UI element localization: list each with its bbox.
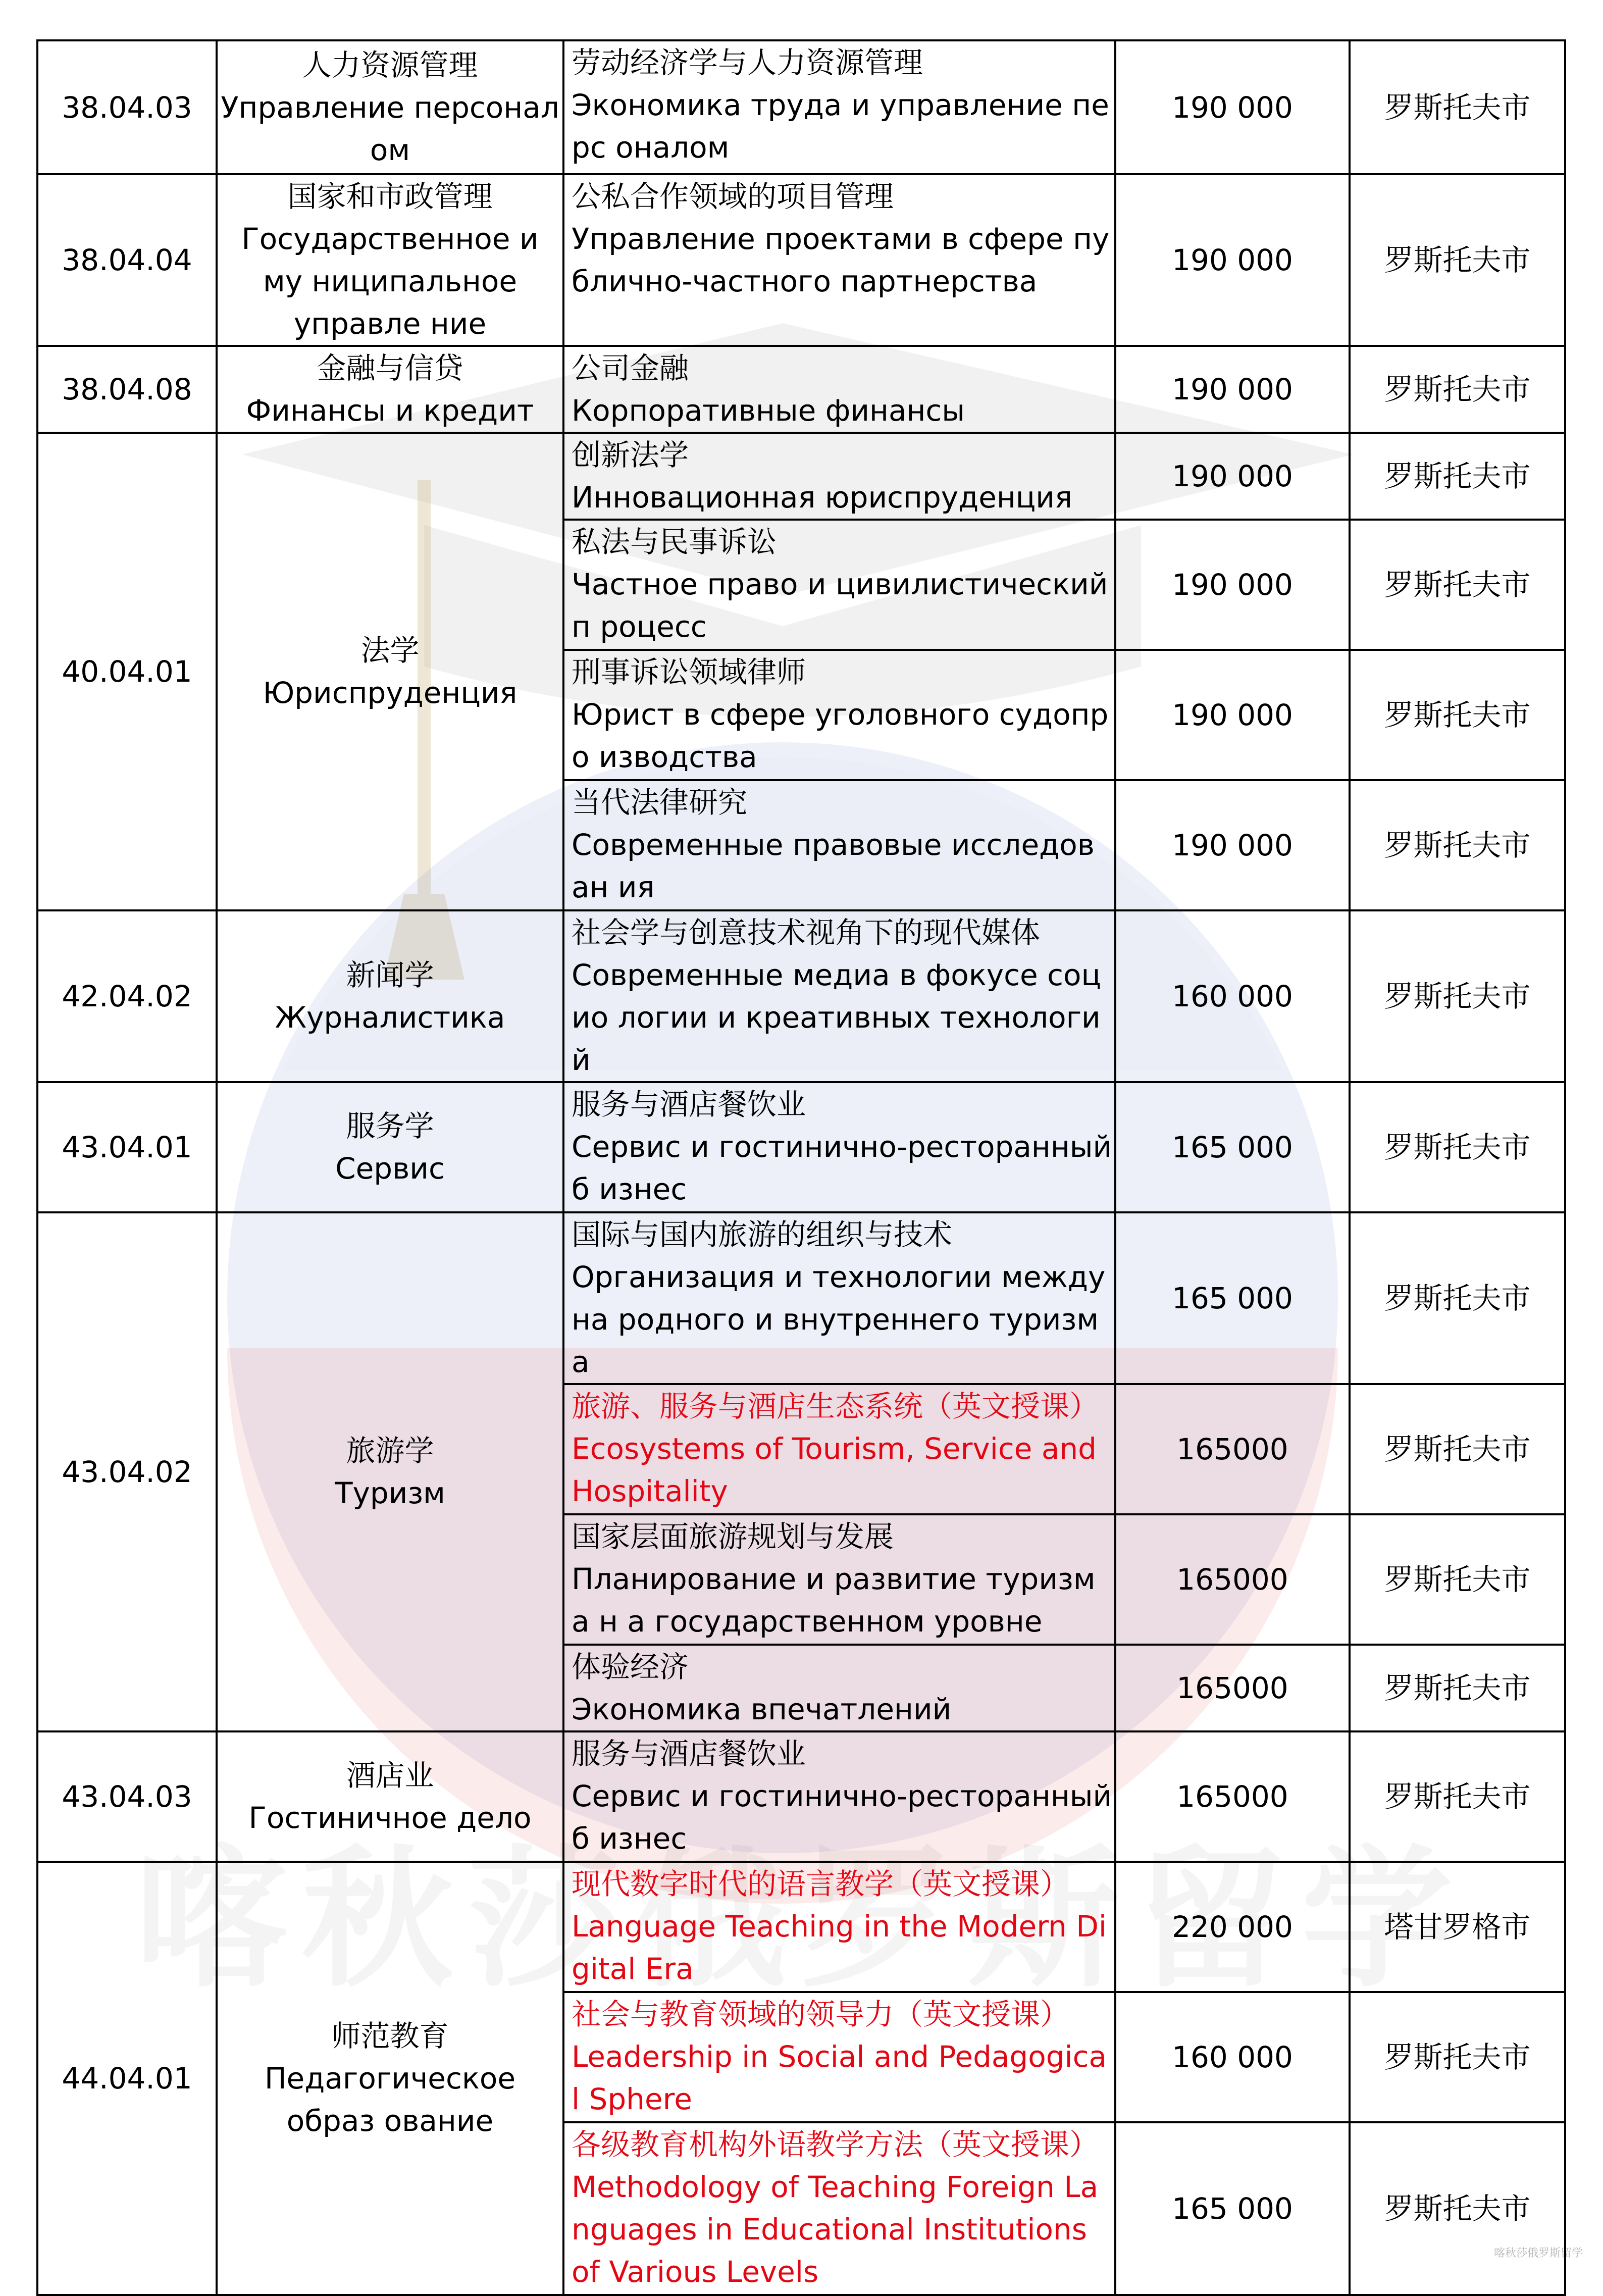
program-code: 42.04.02 [37, 910, 217, 1082]
table-row [37, 1731, 1565, 1862]
program-name-cell [563, 433, 1115, 520]
tuition-price: 165 000 [1115, 1212, 1350, 1384]
program-name-cell [563, 346, 1115, 433]
program-name-zh: 旅游、服务与酒店生态系统（英文授课） [572, 1389, 1099, 1423]
program-name-cell [563, 1731, 1115, 1862]
program-name-zh: 刑事诉讼领域律师 [572, 655, 806, 689]
program-code: 43.04.01 [37, 1082, 217, 1212]
tuition-price: 160 000 [1115, 910, 1350, 1082]
field-name-ru: Финансы и кредит [246, 393, 534, 428]
program-name-zh: 公司金融 [572, 351, 689, 385]
city-name: 罗斯托夫市 [1350, 1082, 1565, 1212]
program-name-cell [563, 1514, 1115, 1645]
city-name: 罗斯托夫市 [1350, 346, 1565, 433]
field-name-cell [217, 346, 563, 433]
tuition-price: 190 000 [1115, 433, 1350, 520]
city-name: 罗斯托夫市 [1350, 1384, 1565, 1514]
tuition-price: 190 000 [1115, 780, 1350, 910]
program-name-zh: 劳动经济学与人力资源管理 [572, 45, 923, 80]
field-name-zh: 旅游学 [346, 1434, 434, 1468]
program-name-cell [563, 1384, 1115, 1514]
field-name-ru: Туризм [335, 1476, 445, 1510]
program-name-ru: Современные медиа в фокусе социо логии и креативных технологий [572, 958, 1101, 1077]
city-name: 罗斯托夫市 [1350, 650, 1565, 780]
program-name-zh: 国家层面旅游规划与发展 [572, 1519, 894, 1554]
program-code: 40.04.01 [37, 433, 217, 910]
program-name-cell [563, 1992, 1115, 2122]
field-name-ru: Управление персонал ом [221, 90, 559, 167]
city-name: 罗斯托夫市 [1350, 174, 1565, 346]
field-name-zh: 人力资源管理 [302, 47, 478, 82]
footer-watermark: 喀秋莎俄罗斯留学 [1493, 2247, 1583, 2260]
city-name: 罗斯托夫市 [1350, 910, 1565, 1082]
program-name-ru: Экономика труда и управление перс оналом [572, 88, 1109, 165]
field-name-ru: Сервис [335, 1151, 445, 1186]
field-name-zh: 法学 [360, 633, 420, 668]
program-name-ru: Планирование и развитие туризма н а государственном уровне [572, 1562, 1096, 1639]
tuition-price: 190 000 [1115, 40, 1350, 174]
tuition-price: 165000 [1115, 1731, 1350, 1862]
program-name-zh: 私法与民事诉讼 [572, 525, 777, 559]
tuition-price: 165000 [1115, 1645, 1350, 1731]
city-name: 罗斯托夫市 [1350, 1645, 1565, 1731]
city-name: 罗斯托夫市 [1350, 433, 1565, 520]
program-name-zh: 创新法学 [572, 438, 689, 472]
field-name-zh: 酒店业 [346, 1758, 434, 1793]
city-name: 罗斯托夫市 [1350, 1514, 1565, 1645]
program-name-ru: Methodology of Teaching Foreign Languages in Educational Institutions of Various Levels [572, 2170, 1099, 2289]
program-name-cell [563, 1862, 1115, 1992]
program-name-zh: 现代数字时代的语言教学（英文授课） [572, 1867, 1070, 1901]
field-name-ru: Педагогическое образ ование [264, 2061, 516, 2138]
program-code: 44.04.01 [37, 1862, 217, 2295]
tuition-price: 165000 [1115, 1514, 1350, 1645]
table-row [37, 40, 1565, 174]
field-name-cell [217, 1212, 563, 1731]
program-name-zh: 国际与国内旅游的组织与技术 [572, 1217, 953, 1252]
program-name-ru: Юрист в сфере уголовного судопро изводства [572, 697, 1109, 774]
program-name-ru: Инновационная юриспруденция [572, 480, 1072, 515]
city-name: 罗斯托夫市 [1350, 1992, 1565, 2122]
field-name-cell [217, 174, 563, 346]
field-name-zh: 国家和市政管理 [287, 179, 493, 214]
tuition-price: 165 000 [1115, 2122, 1350, 2295]
city-name: 罗斯托夫市 [1350, 780, 1565, 910]
program-name-ru: Сервис и гостинично-ресторанный б изнес [572, 1130, 1112, 1206]
program-name-cell [563, 520, 1115, 650]
tuition-price: 190 000 [1115, 650, 1350, 780]
program-name-cell [563, 174, 1115, 346]
program-name-ru: Современные правовые исследован ия [572, 828, 1095, 904]
program-name-zh: 当代法律研究 [572, 785, 748, 820]
program-name-cell [563, 780, 1115, 910]
city-name: 罗斯托夫市 [1350, 40, 1565, 174]
table-row [37, 1212, 1565, 1384]
tuition-price: 190 000 [1115, 520, 1350, 650]
program-code: 43.04.02 [37, 1212, 217, 1731]
program-name-ru: Сервис и гостинично-ресторанный б изнес [572, 1779, 1112, 1856]
tuition-price: 165000 [1115, 1384, 1350, 1514]
field-name-ru: Юриспруденция [263, 676, 518, 710]
program-name-cell [563, 40, 1115, 174]
tuition-price: 160 000 [1115, 1992, 1350, 2122]
field-name-cell [217, 1862, 563, 2295]
city-name: 罗斯托夫市 [1350, 2122, 1565, 2295]
program-name-zh: 体验经济 [572, 1650, 689, 1684]
field-name-zh: 金融与信贷 [317, 351, 463, 385]
program-name-zh: 社会学与创意技术视角下的现代媒体 [572, 915, 1041, 950]
program-name-ru: Частное право и цивилистический п роцесс [572, 567, 1108, 644]
program-name-ru: Организация и технологии междуна родного и внутреннего туризма [572, 1260, 1106, 1379]
program-name-zh: 服务与酒店餐饮业 [572, 1087, 806, 1121]
program-name-cell [563, 1212, 1115, 1384]
program-name-cell [563, 2122, 1115, 2295]
program-name-zh: 公私合作领域的项目管理 [572, 179, 894, 214]
field-name-ru: Государственное и му ниципальное управле ние [241, 222, 539, 341]
program-code: 43.04.03 [37, 1731, 217, 1862]
tuition-price: 220 000 [1115, 1862, 1350, 1992]
program-name-cell [563, 1082, 1115, 1212]
field-name-cell [217, 1082, 563, 1212]
table-row [37, 1862, 1565, 1992]
program-name-zh: 各级教育机构外语教学方法（英文授课） [572, 2127, 1099, 2162]
field-name-zh: 师范教育 [331, 2019, 449, 2053]
city-name: 罗斯托夫市 [1350, 1212, 1565, 1384]
program-name-cell [563, 910, 1115, 1082]
program-name-ru: Экономика впечатлений [572, 1692, 952, 1726]
table-row [37, 433, 1565, 520]
program-code: 38.04.04 [37, 174, 217, 346]
table-row [37, 174, 1565, 346]
program-name-zh: 服务与酒店餐饮业 [572, 1737, 806, 1771]
city-name: 罗斯托夫市 [1350, 520, 1565, 650]
field-name-ru: Журналистика [275, 1000, 505, 1035]
program-name-cell [563, 1645, 1115, 1731]
city-name: 塔甘罗格市 [1350, 1862, 1565, 1992]
program-name-ru: Ecosystems of Tourism, Service and Hospitality [572, 1432, 1097, 1508]
tuition-price: 190 000 [1115, 174, 1350, 346]
field-name-cell [217, 433, 563, 910]
tuition-price: 165 000 [1115, 1082, 1350, 1212]
program-code: 38.04.03 [37, 40, 217, 174]
program-name-cell [563, 650, 1115, 780]
field-name-cell [217, 1731, 563, 1862]
program-name-ru: Leadership in Social and Pedagogical Sphere [572, 2039, 1107, 2116]
field-name-zh: 服务学 [346, 1109, 434, 1143]
field-name-cell [217, 40, 563, 174]
tuition-price: 190 000 [1115, 346, 1350, 433]
table-row [37, 346, 1565, 433]
program-name-zh: 社会与教育领域的领导力（英文授课） [572, 1997, 1070, 2031]
table-row [37, 910, 1565, 1082]
program-name-ru: Управление проектами в сфере публично-частного партнерства [572, 222, 1110, 298]
field-name-zh: 新闻学 [346, 958, 434, 992]
program-name-ru: Language Teaching in the Modern Digital Era [572, 1909, 1107, 1986]
city-name: 罗斯托夫市 [1350, 1731, 1565, 1862]
program-code: 38.04.08 [37, 346, 217, 433]
programs-table [36, 39, 1566, 2296]
field-name-ru: Гостиничное дело [248, 1801, 532, 1835]
table-row [37, 1082, 1565, 1212]
program-name-ru: Корпоративные финансы [572, 393, 965, 428]
field-name-cell [217, 910, 563, 1082]
